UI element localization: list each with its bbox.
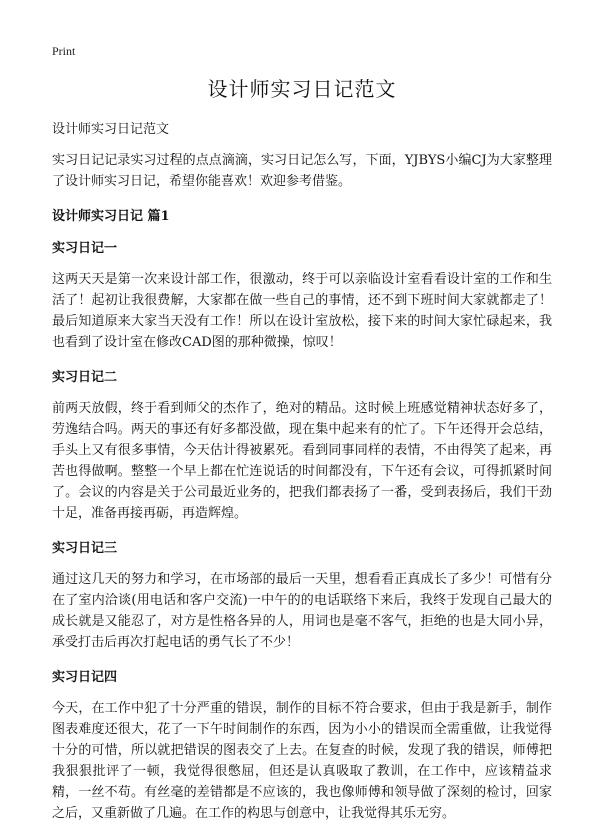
- entry-heading-2: 实习日记二: [52, 370, 118, 385]
- section-heading: 设计师实习日记 篇1: [52, 209, 170, 224]
- entry-body-4: 今天，在工作中犯了十分严重的错误，制作的目标不符合要求，但由于我是新手，制作图表难度还很大，花了一下午时间制作的东西，因为小小的错误而全需重做，让我觉得十分的可惜，所以就把错误的图表交了上去。在复查的时候，发现了我的错误，师傅把我狠狠批评了一顿，我觉得很憋屈，但还是认真吸取了教训，在工作中，应该精益求精，一丝不苟。有丝毫的差错都是不应该的，我也像师傅和领导做了深刻的检讨，回家之后，又重新做了几遍。在工作的构思与创意中，让我觉得其乐无穷。: [52, 701, 552, 821]
- entry-body-1: 这两天天是第一次来设计部工作，很激动，终于可以亲临设计室看看设计室的工作和生活了！起初让我很费解，大家都在做一些自己的事情，还不到下班时间大家就都走了！最后知道原来大家当天没有工作！所以在设计室放松，接下来的时间大家忙碌起来，我也看到了设计室在修改CAD图的那种微操，惊叹！: [52, 272, 552, 350]
- entry-body-3: 通过这几天的努力和学习，在市场部的最后一天里，想看看正真成长了多少！可惜有分在了室内洽谈(用电话和客户交流)一中午的的电话联络下来后，我终于发现自己最大的成长就是又能忍了，对方是性格各异的人，用词也是毫不客气，拒绝的也是大同小异，承受打击后再次打起电话的勇气长了不少！: [52, 572, 552, 650]
- print-link[interactable]: Print: [52, 44, 76, 58]
- document-subtitle: 设计师实习日记范文: [52, 122, 170, 137]
- entry-heading-3: 实习日记三: [52, 541, 118, 556]
- page-title: 设计师实习日记范文: [207, 77, 397, 101]
- document-page: [52, 44, 552, 837]
- entry-heading-4: 实习日记四: [52, 670, 118, 685]
- intro-paragraph: 实习日记记录实习过程的点点滴滴，实习日记怎么写，下面，YJBYS小编CJ为大家整理了设计师实习日记，希望你能喜欢！欢迎参考借鉴。: [52, 153, 552, 189]
- entry-heading-1: 实习日记一: [52, 241, 118, 256]
- entry-body-2: 前两天放假，终于看到师父的杰作了，绝对的精品。这时候上班感觉精神状态好多了，劳逸结合吗。两天的事还有好多都没做，现在集中起来有的忙了。下午还得开会总结，手头上又有很多事情，今天估计得被累死。看到同事同样的表情，不由得笑了起来，再苦也得做啊。整整一个早上都在忙连说话的时间都没有，下午还有会议，可得抓紧时间了。会议的内容是关于公司最近业务的，把我们都表扬了一番，受到表扬后，我们干劲十足，准备再接再砺，再造辉煌。: [52, 401, 552, 521]
